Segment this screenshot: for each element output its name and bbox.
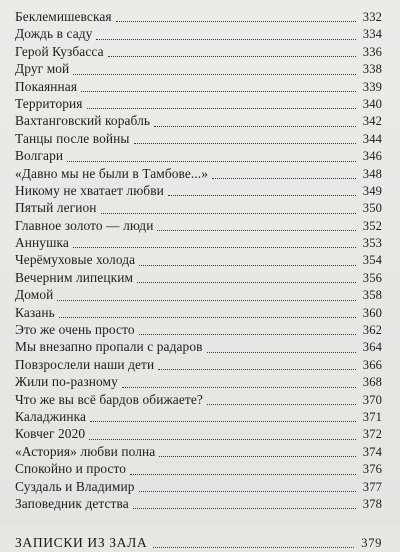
dot-leader bbox=[159, 456, 356, 457]
entry-title: Ковчег 2020 bbox=[15, 426, 86, 442]
entry-title: Казань bbox=[15, 304, 55, 320]
entry-title: Беклемишевская bbox=[15, 9, 112, 24]
entry-page-number: 358 bbox=[362, 288, 382, 303]
entry-title: Волгари bbox=[15, 148, 64, 164]
dot-leader bbox=[89, 439, 356, 440]
entry-title: Жили по-разному bbox=[15, 374, 118, 390]
dot-leader bbox=[130, 474, 356, 475]
entry-page-number: 378 bbox=[362, 496, 382, 511]
entry-page-number: 336 bbox=[362, 44, 382, 59]
entry-title: Мы внезапно пропали с радаров bbox=[15, 339, 203, 355]
entry-page-number: 338 bbox=[362, 62, 382, 77]
entry-page-number: 377 bbox=[362, 479, 382, 494]
entry-title: «Давно мы не были в Тамбове...» bbox=[15, 165, 209, 181]
dot-leader bbox=[87, 108, 356, 109]
toc-entry bbox=[15, 408, 382, 425]
dot-leader bbox=[154, 126, 356, 127]
dot-leader bbox=[96, 39, 356, 40]
dot-leader bbox=[139, 265, 356, 266]
entry-page-number: 374 bbox=[362, 444, 382, 459]
dot-leader bbox=[116, 21, 356, 22]
entry-page-number: 342 bbox=[362, 114, 382, 129]
entry-page-number: 332 bbox=[362, 10, 382, 24]
toc-entry bbox=[15, 78, 382, 95]
table-of-contents bbox=[15, 8, 382, 512]
entry-page-number: 346 bbox=[362, 149, 382, 164]
entry-title: Друг мой bbox=[15, 61, 70, 77]
dot-leader bbox=[81, 91, 356, 92]
section-heading-entry bbox=[15, 534, 382, 552]
entry-page-number: 368 bbox=[362, 375, 382, 390]
dot-leader bbox=[73, 247, 356, 248]
dot-leader bbox=[134, 143, 356, 144]
dot-leader bbox=[67, 161, 356, 162]
toc-entry bbox=[15, 147, 382, 164]
toc-entry bbox=[15, 182, 382, 199]
dot-leader bbox=[207, 404, 356, 405]
dot-leader bbox=[158, 369, 356, 370]
toc-entry bbox=[15, 338, 382, 355]
entry-page-number: 354 bbox=[362, 253, 382, 268]
entry-title: Пятый легион bbox=[15, 200, 97, 216]
entry-title: Суздаль и Владимир bbox=[15, 478, 135, 494]
toc-entry bbox=[15, 199, 382, 216]
toc-entry bbox=[15, 130, 382, 147]
toc-entry bbox=[15, 443, 382, 460]
toc-entry bbox=[15, 251, 382, 268]
entry-page-number: 371 bbox=[362, 409, 382, 424]
toc-entry bbox=[15, 43, 382, 60]
dot-leader bbox=[153, 547, 354, 548]
toc-entry bbox=[15, 217, 382, 234]
toc-entry bbox=[15, 25, 382, 42]
entry-page-number: 360 bbox=[362, 305, 382, 320]
toc-entry bbox=[15, 60, 382, 77]
section-page-number: 379 bbox=[361, 536, 382, 551]
toc-entry bbox=[15, 495, 382, 512]
entry-title: Аннушка bbox=[15, 235, 69, 251]
toc-entry bbox=[15, 356, 382, 373]
entry-page-number: 372 bbox=[362, 427, 382, 442]
toc-entry bbox=[15, 8, 382, 25]
dot-leader bbox=[73, 74, 356, 75]
toc-entry bbox=[15, 269, 382, 286]
dot-leader bbox=[90, 421, 356, 422]
entry-title: Танцы после войны bbox=[15, 130, 130, 146]
dot-leader bbox=[57, 300, 356, 301]
toc-entry bbox=[15, 165, 382, 182]
entry-page-number: 350 bbox=[362, 201, 382, 216]
entry-page-number: 362 bbox=[362, 323, 382, 338]
toc-entry bbox=[15, 304, 382, 321]
entry-title: Это же очень просто bbox=[15, 322, 135, 338]
toc-entry bbox=[15, 478, 382, 495]
entry-page-number: 353 bbox=[362, 236, 382, 251]
entry-title: Вахтанговский корабль bbox=[15, 113, 151, 129]
entry-title: Покаянная bbox=[15, 78, 78, 94]
dot-leader bbox=[108, 56, 356, 57]
entry-page-number: 370 bbox=[362, 392, 382, 407]
entry-title: Домой bbox=[15, 287, 54, 303]
dot-leader bbox=[133, 508, 356, 509]
entry-title: Заповедник детства bbox=[15, 495, 129, 511]
entry-title: Черёмуховые холода bbox=[15, 252, 136, 268]
entry-page-number: 356 bbox=[362, 270, 382, 285]
entry-title: Каладжинка bbox=[15, 408, 87, 424]
entry-page-number: 344 bbox=[362, 131, 382, 146]
dot-leader bbox=[157, 230, 356, 231]
entry-title: Герой Кузбасса bbox=[15, 43, 104, 59]
toc-entry bbox=[15, 234, 382, 251]
entry-page-number: 348 bbox=[362, 166, 382, 181]
entry-title: Никому не хватает любви bbox=[15, 182, 164, 198]
entry-title: Что же вы всё бардов обижаете? bbox=[15, 391, 203, 407]
toc-entry bbox=[15, 391, 382, 408]
dot-leader bbox=[101, 213, 356, 214]
entry-page-number: 352 bbox=[362, 218, 382, 233]
toc-entry bbox=[15, 425, 382, 442]
dot-leader bbox=[168, 195, 356, 196]
toc-entry bbox=[15, 286, 382, 303]
toc-entry bbox=[15, 95, 382, 112]
dot-leader bbox=[137, 282, 356, 283]
entry-title: Дождь в саду bbox=[15, 26, 93, 42]
entry-title: «Астория» любви полна bbox=[15, 443, 156, 459]
entry-page-number: 364 bbox=[362, 340, 382, 355]
toc-entry bbox=[15, 321, 382, 338]
dot-leader bbox=[139, 491, 356, 492]
entry-page-number: 334 bbox=[362, 27, 382, 42]
entry-page-number: 339 bbox=[362, 79, 382, 94]
dot-leader bbox=[122, 387, 356, 388]
entry-title: Главное золото — люди bbox=[15, 217, 154, 233]
section-title: ЗАПИСКИ ИЗ ЗАЛА bbox=[15, 535, 148, 551]
toc-entry bbox=[15, 460, 382, 477]
entry-title: Вечерним липецким bbox=[15, 269, 134, 285]
dot-leader bbox=[212, 178, 356, 179]
dot-leader bbox=[59, 317, 356, 318]
dot-leader bbox=[139, 334, 356, 335]
entry-page-number: 349 bbox=[362, 183, 382, 198]
entry-title: Повзрослели наши дети bbox=[15, 356, 155, 372]
entry-page-number: 366 bbox=[362, 357, 382, 372]
dot-leader bbox=[207, 352, 356, 353]
entry-page-number: 340 bbox=[362, 96, 382, 111]
entry-title: Спокойно и просто bbox=[15, 461, 127, 477]
entry-page-number: 376 bbox=[362, 462, 382, 477]
toc-entry bbox=[15, 373, 382, 390]
entry-title: Территория bbox=[15, 95, 83, 111]
toc-entry bbox=[15, 112, 382, 129]
